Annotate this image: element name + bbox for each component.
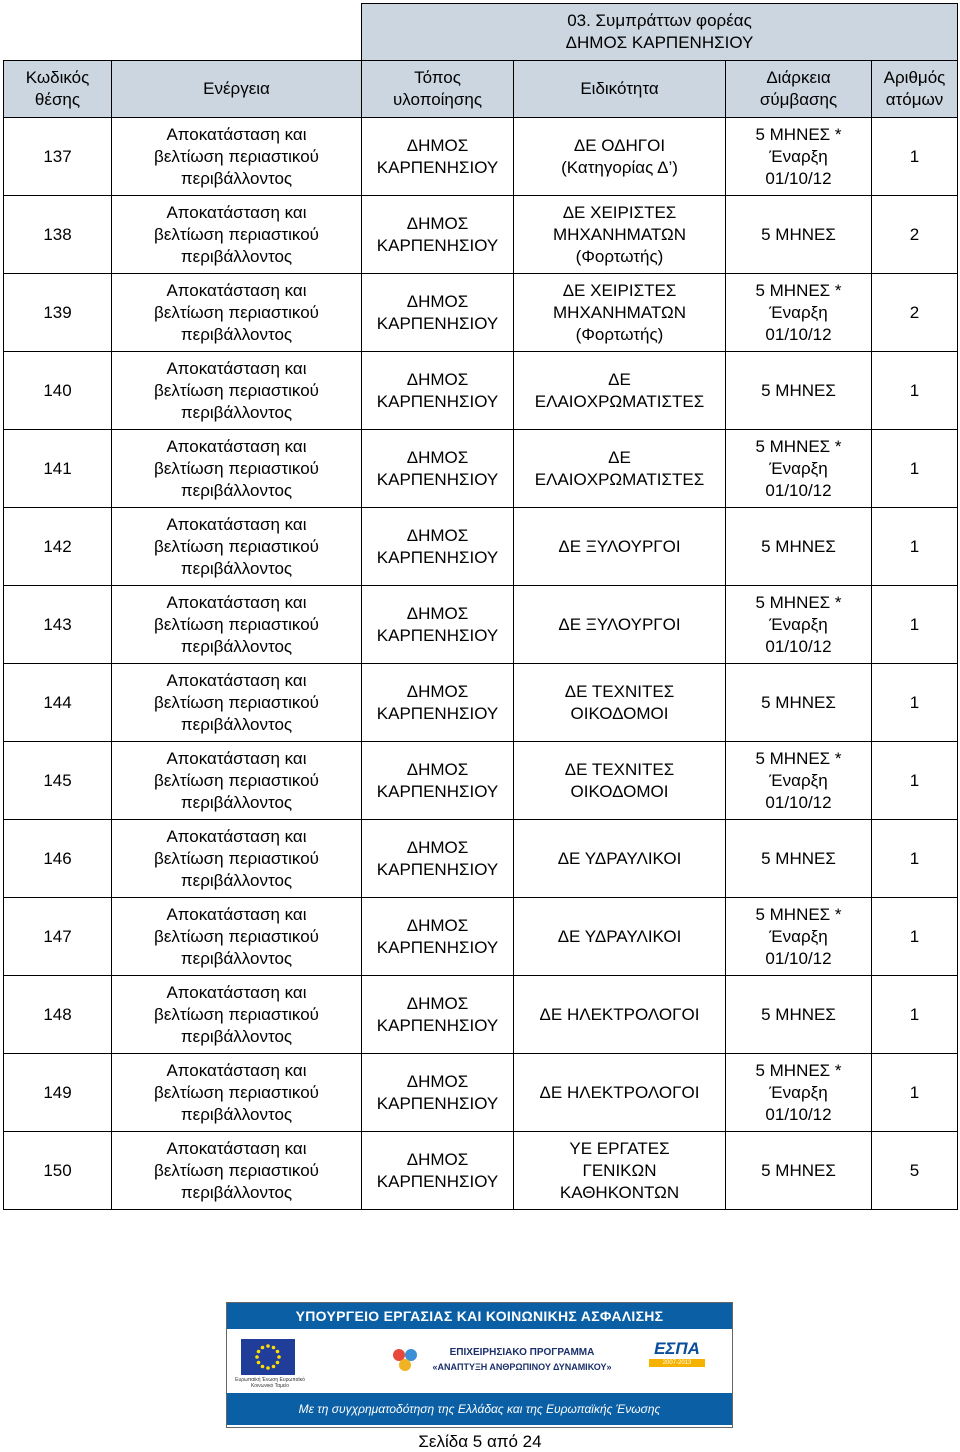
action-cell — [112, 274, 362, 352]
specialty-cell-line: ΜΗΧΑΝΗΜΑΤΩΝ — [553, 224, 686, 244]
action-cell — [112, 430, 362, 508]
action-cell-line: περιβάλλοντος — [180, 168, 293, 188]
duration-cell — [726, 820, 872, 898]
count-cell-line: 1 — [909, 770, 920, 790]
duration-cell-line: 01/10/12 — [765, 948, 832, 968]
action-cell-line: Αποκατάσταση και — [166, 982, 307, 1002]
action-cell-line: βελτίωση περιαστικού — [154, 848, 319, 868]
place-cell-line: ΚΑΡΠΕΝΗΣΙΟΥ — [376, 1093, 499, 1113]
code-cell-line: 142 — [43, 536, 72, 556]
duration-cell-line: 5 ΜΗΝΕΣ — [761, 1004, 836, 1024]
place-cell-line: ΔΗΜΟΣ — [406, 291, 469, 311]
place-cell-line: ΔΗΜΟΣ — [406, 993, 469, 1013]
program-emblem-icon — [387, 1345, 423, 1377]
count-cell-line: 1 — [909, 848, 920, 868]
table-row — [4, 1132, 958, 1210]
table-row — [4, 274, 958, 352]
place-cell-line: ΔΗΜΟΣ — [406, 681, 469, 701]
specialty-cell-line: ΔΕ ΥΔΡΑΥΛΙΚΟΙ — [557, 926, 682, 946]
count-cell — [872, 1132, 958, 1210]
action-cell-line: Αποκατάσταση και — [166, 826, 307, 846]
specialty-cell — [514, 274, 726, 352]
duration-cell — [726, 196, 872, 274]
cofinance-label: Με τη συγχρηματοδότηση της Ελλάδας και της Ευρωπαϊκής Ένωσης — [227, 1393, 732, 1425]
header-duration: Διάρκεια σύμβασης — [726, 61, 872, 118]
action-cell-line: βελτίωση περιαστικού — [154, 458, 319, 478]
duration-cell-line: 5 ΜΗΝΕΣ * — [755, 436, 842, 456]
action-cell-line: βελτίωση περιαστικού — [154, 1004, 319, 1024]
duration-cell-line: 5 ΜΗΝΕΣ — [761, 692, 836, 712]
table-row — [4, 508, 958, 586]
specialty-cell-line: ΚΑΘΗΚΟΝΤΩΝ — [559, 1182, 680, 1202]
action-cell-line: βελτίωση περιαστικού — [154, 770, 319, 790]
duration-cell-line: 5 ΜΗΝΕΣ — [761, 1160, 836, 1180]
action-cell-line: περιβάλλοντος — [180, 636, 293, 656]
code-cell-line: 141 — [43, 458, 72, 478]
specialty-cell — [514, 820, 726, 898]
action-cell-line: βελτίωση περιαστικού — [154, 926, 319, 946]
action-cell-line: Αποκατάσταση και — [166, 1138, 307, 1158]
action-cell-line: περιβάλλοντος — [180, 558, 293, 578]
code-cell — [4, 1132, 112, 1210]
specialty-cell-line: ΕΛΑΙΟΧΡΩΜΑΤΙΣΤΕΣ — [534, 391, 705, 411]
code-cell-line: 143 — [43, 614, 72, 634]
table-row — [4, 742, 958, 820]
specialty-cell-line: ΔΕ — [608, 447, 631, 467]
operational-program-logo — [387, 1339, 619, 1383]
specialty-cell — [514, 430, 726, 508]
action-cell — [112, 196, 362, 274]
specialty-cell-line: (Φορτωτής) — [575, 324, 664, 344]
action-cell-line: περιβάλλοντος — [180, 1104, 293, 1124]
specialty-cell-line: ΔΕ ΤΕΧΝΙΤΕΣ — [564, 681, 675, 701]
code-cell-line: 139 — [43, 302, 72, 322]
place-cell-line: ΔΗΜΟΣ — [406, 603, 469, 623]
action-cell-line: βελτίωση περιαστικού — [154, 224, 319, 244]
action-cell-line: Αποκατάσταση και — [166, 280, 307, 300]
count-cell-line: 1 — [909, 146, 920, 166]
action-cell-line: Αποκατάσταση και — [166, 1060, 307, 1080]
action-cell-line: Αποκατάσταση και — [166, 904, 307, 924]
code-cell — [4, 352, 112, 430]
action-cell — [112, 976, 362, 1054]
place-cell-line: ΚΑΡΠΕΝΗΣΙΟΥ — [376, 1171, 499, 1191]
action-cell-line: βελτίωση περιαστικού — [154, 1082, 319, 1102]
specialty-cell-line: ΔΕ ΧΕΙΡΙΣΤΕΣ — [562, 202, 677, 222]
duration-cell-line: 5 ΜΗΝΕΣ * — [755, 1060, 842, 1080]
specialty-cell-line: ΕΛΑΙΟΧΡΩΜΑΤΙΣΤΕΣ — [534, 469, 705, 489]
place-cell — [362, 274, 514, 352]
duration-cell-line: Έναρξη — [769, 770, 828, 790]
place-cell — [362, 196, 514, 274]
duration-cell-line: 5 ΜΗΝΕΣ — [761, 536, 836, 556]
place-cell — [362, 742, 514, 820]
specialty-cell — [514, 196, 726, 274]
count-cell — [872, 274, 958, 352]
header-count: Αριθμός ατόμων — [872, 61, 958, 118]
place-cell-line: ΚΑΡΠΕΝΗΣΙΟΥ — [376, 703, 499, 723]
place-cell — [362, 664, 514, 742]
action-cell-line: Αποκατάσταση και — [166, 436, 307, 456]
code-cell — [4, 196, 112, 274]
code-cell — [4, 118, 112, 196]
place-cell-line: ΔΗΜΟΣ — [406, 525, 469, 545]
specialty-cell — [514, 664, 726, 742]
duration-cell — [726, 430, 872, 508]
code-cell — [4, 430, 112, 508]
duration-cell — [726, 898, 872, 976]
header-specialty: Ειδικότητα — [514, 61, 726, 118]
specialty-cell-line: ΔΕ ΥΔΡΑΥΛΙΚΟΙ — [557, 848, 682, 868]
count-cell — [872, 508, 958, 586]
duration-cell-line: 5 ΜΗΝΕΣ — [761, 380, 836, 400]
action-cell-line: βελτίωση περιαστικού — [154, 692, 319, 712]
header-code: Κωδικός θέσης — [4, 61, 112, 118]
place-cell — [362, 820, 514, 898]
code-cell-line: 147 — [43, 926, 72, 946]
action-cell-line: περιβάλλοντος — [180, 870, 293, 890]
title-line-1: 03. Συμπράττων φορέας — [567, 11, 752, 30]
specialty-cell-line: ΔΕ ΞΥΛΟΥΡΓΟΙ — [558, 536, 681, 556]
code-cell — [4, 586, 112, 664]
duration-cell-line: 5 ΜΗΝΕΣ * — [755, 592, 842, 612]
table-row — [4, 820, 958, 898]
table-row — [4, 430, 958, 508]
action-cell — [112, 1054, 362, 1132]
place-cell — [362, 508, 514, 586]
positions-table — [3, 3, 958, 1210]
action-cell-line: Αποκατάσταση και — [166, 202, 307, 222]
place-cell — [362, 586, 514, 664]
code-cell-line: 145 — [43, 770, 72, 790]
specialty-cell — [514, 898, 726, 976]
action-cell — [112, 820, 362, 898]
action-cell-line: περιβάλλοντος — [180, 480, 293, 500]
place-cell-line: ΚΑΡΠΕΝΗΣΙΟΥ — [376, 937, 499, 957]
action-cell-line: βελτίωση περιαστικού — [154, 536, 319, 556]
place-cell-line: ΚΑΡΠΕΝΗΣΙΟΥ — [376, 313, 499, 333]
duration-cell — [726, 976, 872, 1054]
table-row — [4, 118, 958, 196]
action-cell-line: περιβάλλοντος — [180, 948, 293, 968]
code-cell — [4, 664, 112, 742]
code-cell — [4, 1054, 112, 1132]
action-cell-line: Αποκατάσταση και — [166, 748, 307, 768]
table-row — [4, 1054, 958, 1132]
place-cell-line: ΔΗΜΟΣ — [406, 837, 469, 857]
count-cell-line: 1 — [909, 458, 920, 478]
code-cell — [4, 820, 112, 898]
count-cell-line: 2 — [909, 302, 920, 322]
action-cell — [112, 352, 362, 430]
duration-cell-line: 5 ΜΗΝΕΣ — [761, 224, 836, 244]
action-cell-line: περιβάλλοντος — [180, 714, 293, 734]
eu-flag-icon — [241, 1339, 295, 1375]
duration-cell-line: Έναρξη — [769, 614, 828, 634]
specialty-cell — [514, 976, 726, 1054]
count-cell-line: 1 — [909, 614, 920, 634]
duration-cell-line: 01/10/12 — [765, 480, 832, 500]
action-cell — [112, 586, 362, 664]
count-cell-line: 1 — [909, 926, 920, 946]
place-cell-line: ΔΗΜΟΣ — [406, 447, 469, 467]
action-cell — [112, 664, 362, 742]
place-cell — [362, 118, 514, 196]
duration-cell-line: Έναρξη — [769, 302, 828, 322]
specialty-cell-line: (Κατηγορίας Δ’) — [561, 157, 678, 177]
action-cell-line: Αποκατάσταση και — [166, 358, 307, 378]
specialty-cell-line: ΔΕ ΤΕΧΝΙΤΕΣ — [564, 759, 675, 779]
place-cell — [362, 1054, 514, 1132]
duration-cell — [726, 1054, 872, 1132]
title-spacer — [4, 4, 362, 61]
count-cell — [872, 898, 958, 976]
specialty-cell-line: ΟΙΚΟΔΟΜΟΙ — [570, 703, 669, 723]
specialty-cell-line: ΔΕ ΗΛΕΚΤΡΟΛΟΓΟΙ — [539, 1082, 700, 1102]
specialty-cell-line: ΓΕΝΙΚΩΝ — [582, 1160, 657, 1180]
duration-cell-line: 5 ΜΗΝΕΣ * — [755, 904, 842, 924]
count-cell-line: 2 — [909, 224, 920, 244]
action-cell-line: περιβάλλοντος — [180, 246, 293, 266]
count-cell — [872, 196, 958, 274]
count-cell — [872, 352, 958, 430]
duration-cell — [726, 118, 872, 196]
action-cell-line: Αποκατάσταση και — [166, 592, 307, 612]
duration-cell-line: 01/10/12 — [765, 168, 832, 188]
place-cell — [362, 430, 514, 508]
place-cell-line: ΔΗΜΟΣ — [406, 369, 469, 389]
place-cell — [362, 898, 514, 976]
code-cell-line: 140 — [43, 380, 72, 400]
action-cell-line: περιβάλλοντος — [180, 792, 293, 812]
action-cell-line: περιβάλλοντος — [180, 1026, 293, 1046]
specialty-cell-line: (Φορτωτής) — [575, 246, 664, 266]
count-cell-line: 1 — [909, 1082, 920, 1102]
specialty-cell-line: ΥΕ ΕΡΓΑΤΕΣ — [569, 1138, 670, 1158]
duration-cell-line: Έναρξη — [769, 146, 828, 166]
code-cell-line: 148 — [43, 1004, 72, 1024]
duration-cell — [726, 508, 872, 586]
count-cell-line: 1 — [909, 380, 920, 400]
espa-logo — [642, 1339, 712, 1379]
duration-cell-line: 5 ΜΗΝΕΣ * — [755, 748, 842, 768]
ministry-label: ΥΠΟΥΡΓΕΙΟ ΕΡΓΑΣΙΑΣ ΚΑΙ ΚΟΙΝΩΝΙΚΗΣ ΑΣΦΑΛΙΣΗΣ — [227, 1303, 732, 1329]
specialty-cell — [514, 586, 726, 664]
action-cell-line: βελτίωση περιαστικού — [154, 614, 319, 634]
duration-cell-line: 5 ΜΗΝΕΣ — [761, 848, 836, 868]
place-cell — [362, 976, 514, 1054]
specialty-cell-line: ΔΕ ΞΥΛΟΥΡΓΟΙ — [558, 614, 681, 634]
specialty-cell-line: ΟΙΚΟΔΟΜΟΙ — [570, 781, 669, 801]
title-line-2: ΔΗΜΟΣ ΚΑΡΠΕΝΗΣΙΟΥ — [565, 33, 754, 52]
action-cell-line: βελτίωση περιαστικού — [154, 302, 319, 322]
specialty-cell-line: ΜΗΧΑΝΗΜΑΤΩΝ — [553, 302, 686, 322]
duration-cell — [726, 742, 872, 820]
code-cell — [4, 742, 112, 820]
duration-cell — [726, 664, 872, 742]
action-cell-line: βελτίωση περιαστικού — [154, 146, 319, 166]
duration-cell — [726, 586, 872, 664]
specialty-cell — [514, 352, 726, 430]
place-cell-line: ΔΗΜΟΣ — [406, 915, 469, 935]
place-cell-line: ΚΑΡΠΕΝΗΣΙΟΥ — [376, 1015, 499, 1035]
page-number: Σελίδα 5 από 24 — [418, 1432, 542, 1451]
place-cell-line: ΚΑΡΠΕΝΗΣΙΟΥ — [376, 157, 499, 177]
count-cell — [872, 118, 958, 196]
place-cell — [362, 1132, 514, 1210]
specialty-cell — [514, 118, 726, 196]
duration-cell-line: 5 ΜΗΝΕΣ * — [755, 280, 842, 300]
header-action: Ενέργεια — [112, 61, 362, 118]
count-cell-line: 5 — [909, 1160, 920, 1180]
duration-cell-line: 01/10/12 — [765, 636, 832, 656]
specialty-cell — [514, 742, 726, 820]
specialty-cell-line: ΔΕ — [608, 369, 631, 389]
specialty-cell — [514, 1054, 726, 1132]
program-line-2: «ΑΝΑΠΤΥΞΗ ΑΝΘΡΩΠΙΝΟΥ ΔΥΝΑΜΙΚΟΥ» — [432, 1362, 612, 1372]
code-cell-line: 137 — [43, 146, 72, 166]
table-title — [362, 4, 958, 61]
action-cell-line: περιβάλλοντος — [180, 324, 293, 344]
code-cell — [4, 274, 112, 352]
action-cell-line: Αποκατάσταση και — [166, 124, 307, 144]
specialty-cell — [514, 508, 726, 586]
specialty-cell — [514, 1132, 726, 1210]
count-cell — [872, 820, 958, 898]
action-cell-line: Αποκατάσταση και — [166, 670, 307, 690]
count-cell — [872, 1054, 958, 1132]
action-cell-line: περιβάλλοντος — [180, 402, 293, 422]
table-row — [4, 196, 958, 274]
duration-cell — [726, 1132, 872, 1210]
duration-cell-line: 01/10/12 — [765, 792, 832, 812]
eu-caption: Ευρωπαϊκή Ένωση Ευρωπαϊκό Κοινωνικό Ταμείο — [235, 1377, 305, 1389]
table-row — [4, 664, 958, 742]
place-cell-line: ΚΑΡΠΕΝΗΣΙΟΥ — [376, 391, 499, 411]
action-cell — [112, 898, 362, 976]
place-cell-line: ΔΗΜΟΣ — [406, 759, 469, 779]
place-cell-line: ΚΑΡΠΕΝΗΣΙΟΥ — [376, 469, 499, 489]
action-cell — [112, 118, 362, 196]
count-cell — [872, 586, 958, 664]
duration-cell — [726, 352, 872, 430]
duration-cell-line: Έναρξη — [769, 458, 828, 478]
table-row — [4, 976, 958, 1054]
specialty-cell-line: ΔΕ ΗΛΕΚΤΡΟΛΟΓΟΙ — [539, 1004, 700, 1024]
place-cell-line: ΚΑΡΠΕΝΗΣΙΟΥ — [376, 781, 499, 801]
duration-cell-line: 5 ΜΗΝΕΣ * — [755, 124, 842, 144]
espa-word: ΕΣΠΑ — [654, 1339, 700, 1358]
duration-cell-line: Έναρξη — [769, 926, 828, 946]
code-cell — [4, 976, 112, 1054]
header-place: Τόπος υλοποίησης — [362, 61, 514, 118]
action-cell — [112, 508, 362, 586]
place-cell-line: ΚΑΡΠΕΝΗΣΙΟΥ — [376, 547, 499, 567]
table-row — [4, 352, 958, 430]
count-cell-line: 1 — [909, 536, 920, 556]
funding-logo-banner — [226, 1302, 733, 1428]
duration-cell-line: 01/10/12 — [765, 324, 832, 344]
program-line-1: ΕΠΙΧΕΙΡΗΣΙΑΚΟ ΠΡΟΓΡΑΜΜΑ — [449, 1347, 595, 1358]
place-cell-line: ΔΗΜΟΣ — [406, 1071, 469, 1091]
place-cell-line: ΔΗΜΟΣ — [406, 1149, 469, 1169]
place-cell-line: ΚΑΡΠΕΝΗΣΙΟΥ — [376, 859, 499, 879]
count-cell-line: 1 — [909, 1004, 920, 1024]
place-cell-line: ΚΑΡΠΕΝΗΣΙΟΥ — [376, 625, 499, 645]
action-cell-line: βελτίωση περιαστικού — [154, 1160, 319, 1180]
duration-cell — [726, 274, 872, 352]
action-cell-line: περιβάλλοντος — [180, 1182, 293, 1202]
count-cell-line: 1 — [909, 692, 920, 712]
table-row — [4, 586, 958, 664]
specialty-cell-line: ΔΕ ΧΕΙΡΙΣΤΕΣ — [562, 280, 677, 300]
place-cell — [362, 352, 514, 430]
code-cell — [4, 508, 112, 586]
specialty-cell-line: ΔΕ ΟΔΗΓΟΙ — [573, 135, 666, 155]
action-cell — [112, 1132, 362, 1210]
place-cell-line: ΚΑΡΠΕΝΗΣΙΟΥ — [376, 235, 499, 255]
duration-cell-line: Έναρξη — [769, 1082, 828, 1102]
duration-cell-line: 01/10/12 — [765, 1104, 832, 1124]
table-row — [4, 898, 958, 976]
count-cell — [872, 742, 958, 820]
action-cell-line: βελτίωση περιαστικού — [154, 380, 319, 400]
code-cell-line: 144 — [43, 692, 72, 712]
code-cell-line: 138 — [43, 224, 72, 244]
code-cell-line: 150 — [43, 1160, 72, 1180]
place-cell-line: ΔΗΜΟΣ — [406, 213, 469, 233]
action-cell — [112, 742, 362, 820]
action-cell-line: Αποκατάσταση και — [166, 514, 307, 534]
count-cell — [872, 664, 958, 742]
count-cell — [872, 976, 958, 1054]
count-cell — [872, 430, 958, 508]
espa-years: 2007-2013 — [649, 1359, 705, 1367]
code-cell-line: 149 — [43, 1082, 72, 1102]
code-cell-line: 146 — [43, 848, 72, 868]
code-cell — [4, 898, 112, 976]
place-cell-line: ΔΗΜΟΣ — [406, 135, 469, 155]
